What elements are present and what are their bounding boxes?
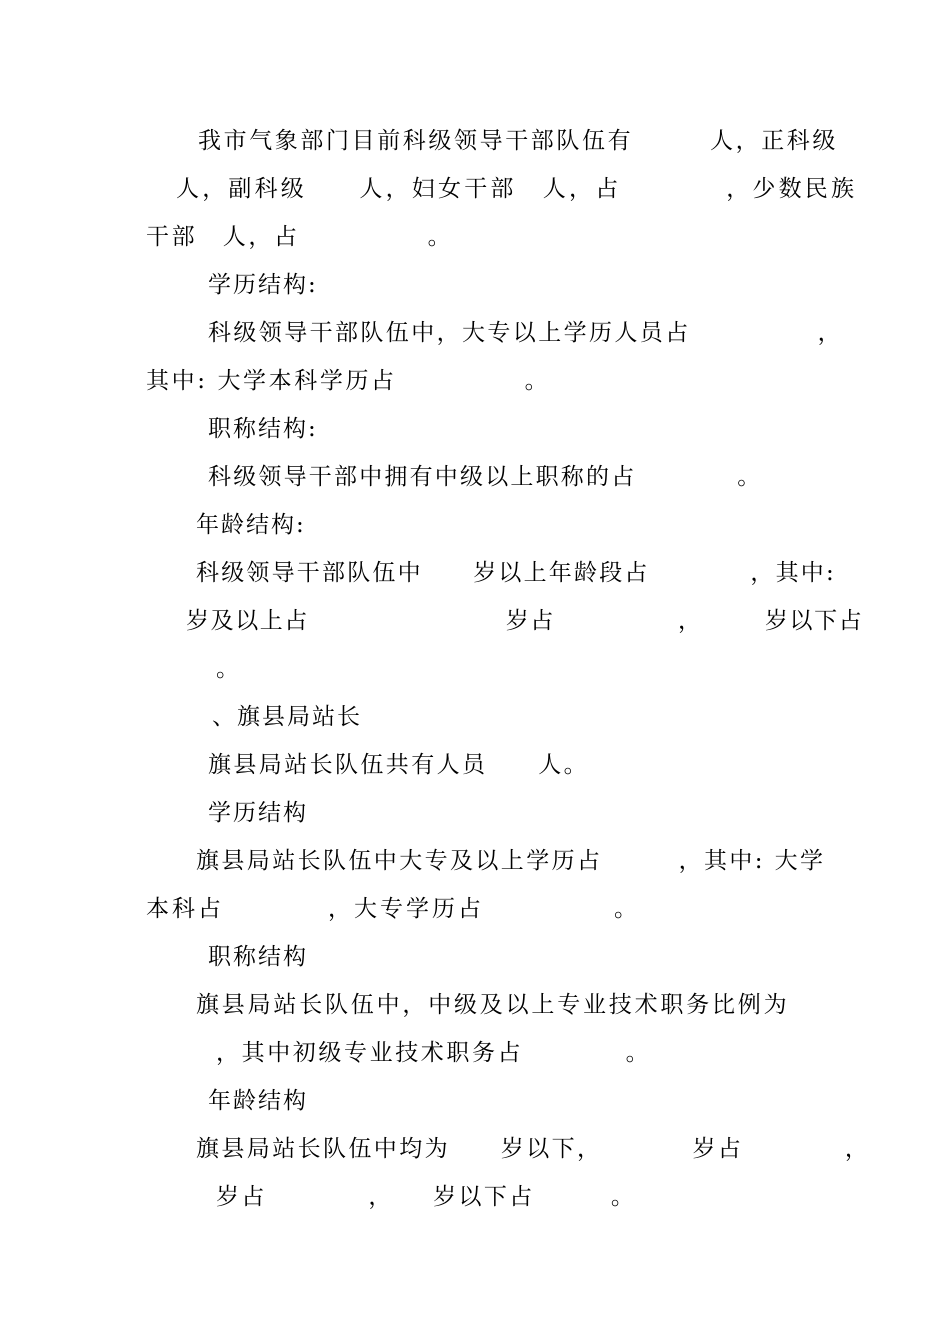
paragraph-line: ，其中初级专业技术职务占 。 <box>216 1040 652 1066</box>
paragraph-line: 干部 人，占 。 <box>146 224 454 250</box>
paragraph-line: 其中: 大学本科学历占 。 <box>146 368 551 394</box>
paragraph-line: 旗县局站长队伍中大专及以上学历占 ，其中: 大学 <box>196 848 826 874</box>
paragraph-line: 人，副科级 人，妇女干部 人，占 ，少数民族 <box>176 176 858 202</box>
paragraph-line: 旗县局站长队伍中均为 岁以下， 岁占 ， <box>196 1136 871 1162</box>
section-heading: 年龄结构: <box>196 512 306 538</box>
section-heading: 年龄结构 <box>208 1088 308 1114</box>
paragraph-line: 科级领导干部队伍中，大专以上学历人员占 ， <box>208 320 843 346</box>
paragraph-line: 岁及以上占 岁占 ， 岁以下占 <box>186 608 864 634</box>
section-heading: 学历结构 <box>208 800 308 826</box>
paragraph-line: 旗县局站长队伍中，中级及以上专业技术职务比例为 <box>196 992 790 1018</box>
paragraph-line: 旗县局站长队伍共有人员 人。 <box>208 752 589 778</box>
paragraph-line: 本科占 ，大专学历占 。 <box>146 896 640 922</box>
section-heading: 职称结构 <box>208 944 308 970</box>
paragraph-line: 我市气象部门目前科级领导干部队伍有 人，正科级 <box>198 128 838 154</box>
paragraph-line: 科级领导干部中拥有中级以上职称的占 。 <box>208 464 763 490</box>
section-heading: 、旗县局站长 <box>212 704 362 730</box>
paragraph-line: 科级领导干部队伍中 岁以上年龄段占 ，其中: <box>196 560 836 586</box>
section-heading: 学历结构: <box>208 272 318 298</box>
section-heading: 职称结构: <box>208 416 318 442</box>
paragraph-line: 岁占 ， 岁以下占 。 <box>216 1184 637 1210</box>
paragraph-line: 。 <box>216 656 239 682</box>
